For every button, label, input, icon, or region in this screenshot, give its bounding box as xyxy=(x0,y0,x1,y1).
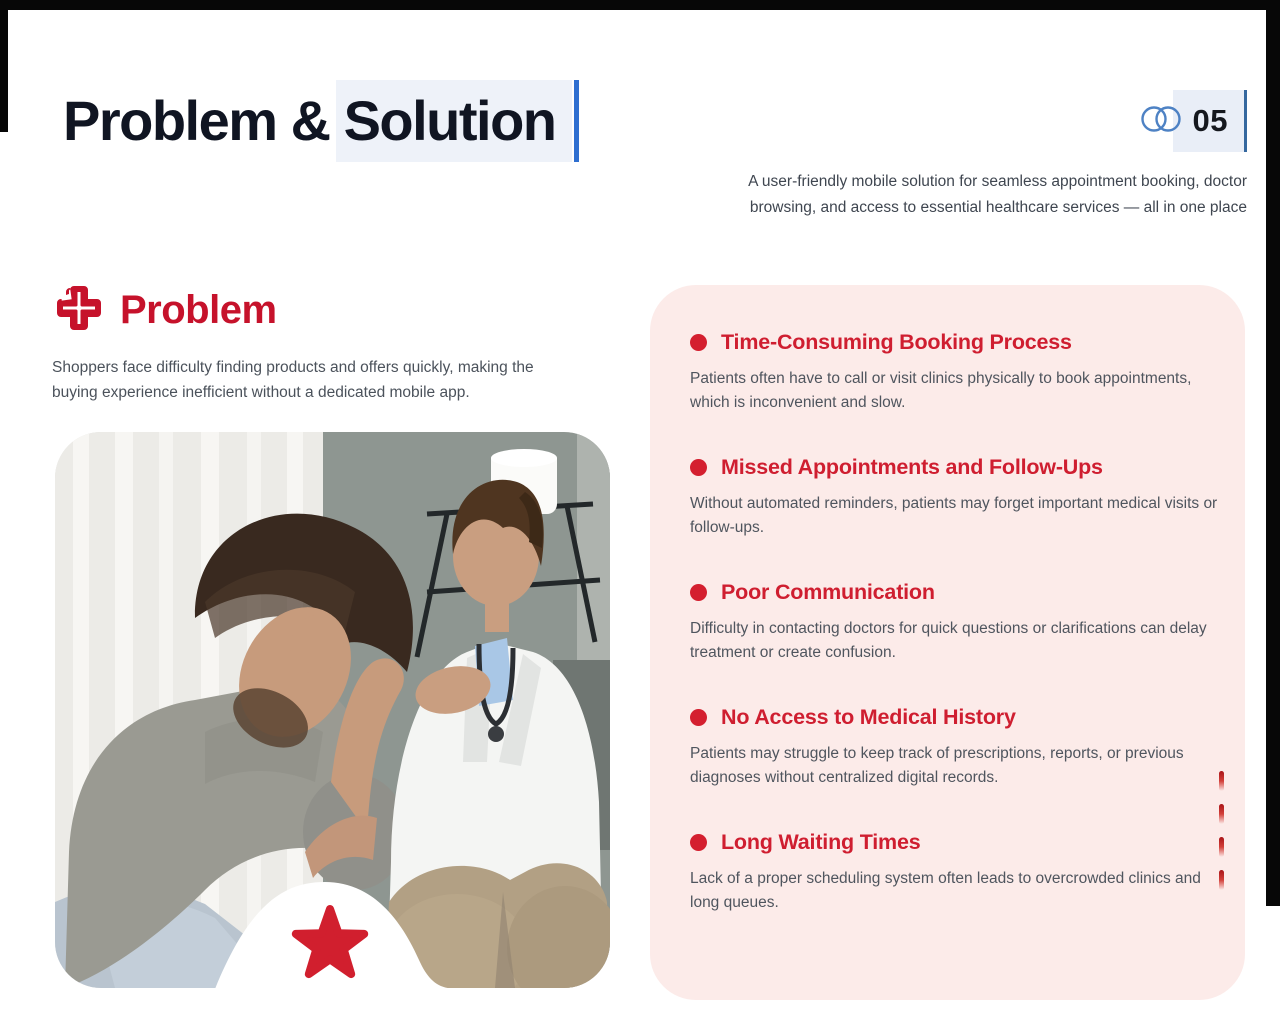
dot-icon xyxy=(690,459,707,476)
page-title-prefix: Problem & xyxy=(63,89,330,152)
page-caret-bar xyxy=(1244,90,1247,152)
problem-item-title: Long Waiting Times xyxy=(721,830,921,854)
dash-icon xyxy=(1219,870,1224,890)
dash-icon xyxy=(1219,771,1224,791)
dot-icon xyxy=(690,584,707,601)
problem-heading: Problem xyxy=(120,288,277,332)
problem-item-waiting-times xyxy=(690,830,1205,915)
patient-doctor-photo xyxy=(55,432,610,988)
problem-description: Shoppers face difficulty finding products and offers quickly, making the buying experience inefficient without a dedicated mobile app. xyxy=(52,359,534,401)
venn-circles-icon xyxy=(1139,103,1185,140)
dash-icon xyxy=(1219,804,1224,824)
screen-edge-bar-right xyxy=(1266,0,1280,906)
problem-item-booking xyxy=(690,330,1205,415)
problem-item-title: Time-Consuming Booking Process xyxy=(721,330,1072,354)
problem-item-description: Patients often have to call or visit clinics physically to book appointments, which is inconvenient and slow. xyxy=(690,370,1192,411)
problem-item-communication xyxy=(690,580,1205,665)
title-caret-bar xyxy=(574,80,579,162)
problem-item-title: No Access to Medical History xyxy=(721,705,1016,729)
dot-icon xyxy=(690,334,707,351)
problems-panel xyxy=(650,285,1245,1000)
page-marker xyxy=(1139,90,1247,152)
dot-icon xyxy=(690,834,707,851)
problem-item-title: Poor Communication xyxy=(721,580,935,604)
red-dash-decoration xyxy=(1219,771,1224,890)
screen-edge-bar-left xyxy=(0,0,8,132)
page-title xyxy=(63,80,579,162)
problem-item-medical-history xyxy=(690,705,1205,790)
dash-icon xyxy=(1219,837,1224,857)
slide-subtitle: A user-friendly mobile solution for seamless appointment booking, doctor browsing, and access to essential healthcare services — all in one place xyxy=(748,173,1247,216)
page-title-highlight: Solution xyxy=(336,80,572,162)
problem-item-description: Patients may struggle to keep track of prescriptions, reports, or previous diagnoses without centralized digital records. xyxy=(690,745,1184,786)
problem-item-missed-appointments xyxy=(690,455,1218,540)
screen-edge-bar-top xyxy=(0,0,1280,10)
problem-item-description: Without automated reminders, patients may forget important medical visits or follow-ups. xyxy=(690,495,1218,536)
problem-item-description: Lack of a proper scheduling system often leads to overcrowded clinics and long queues. xyxy=(690,870,1201,911)
dot-icon xyxy=(690,709,707,726)
medical-cross-icon xyxy=(53,282,105,339)
page-number: 05 xyxy=(1173,90,1244,152)
problem-item-description: Difficulty in contacting doctors for quick questions or clarifications can delay treatment or create confusion. xyxy=(690,620,1207,661)
problem-heading-row xyxy=(53,282,277,339)
problem-item-title: Missed Appointments and Follow-Ups xyxy=(721,455,1103,479)
